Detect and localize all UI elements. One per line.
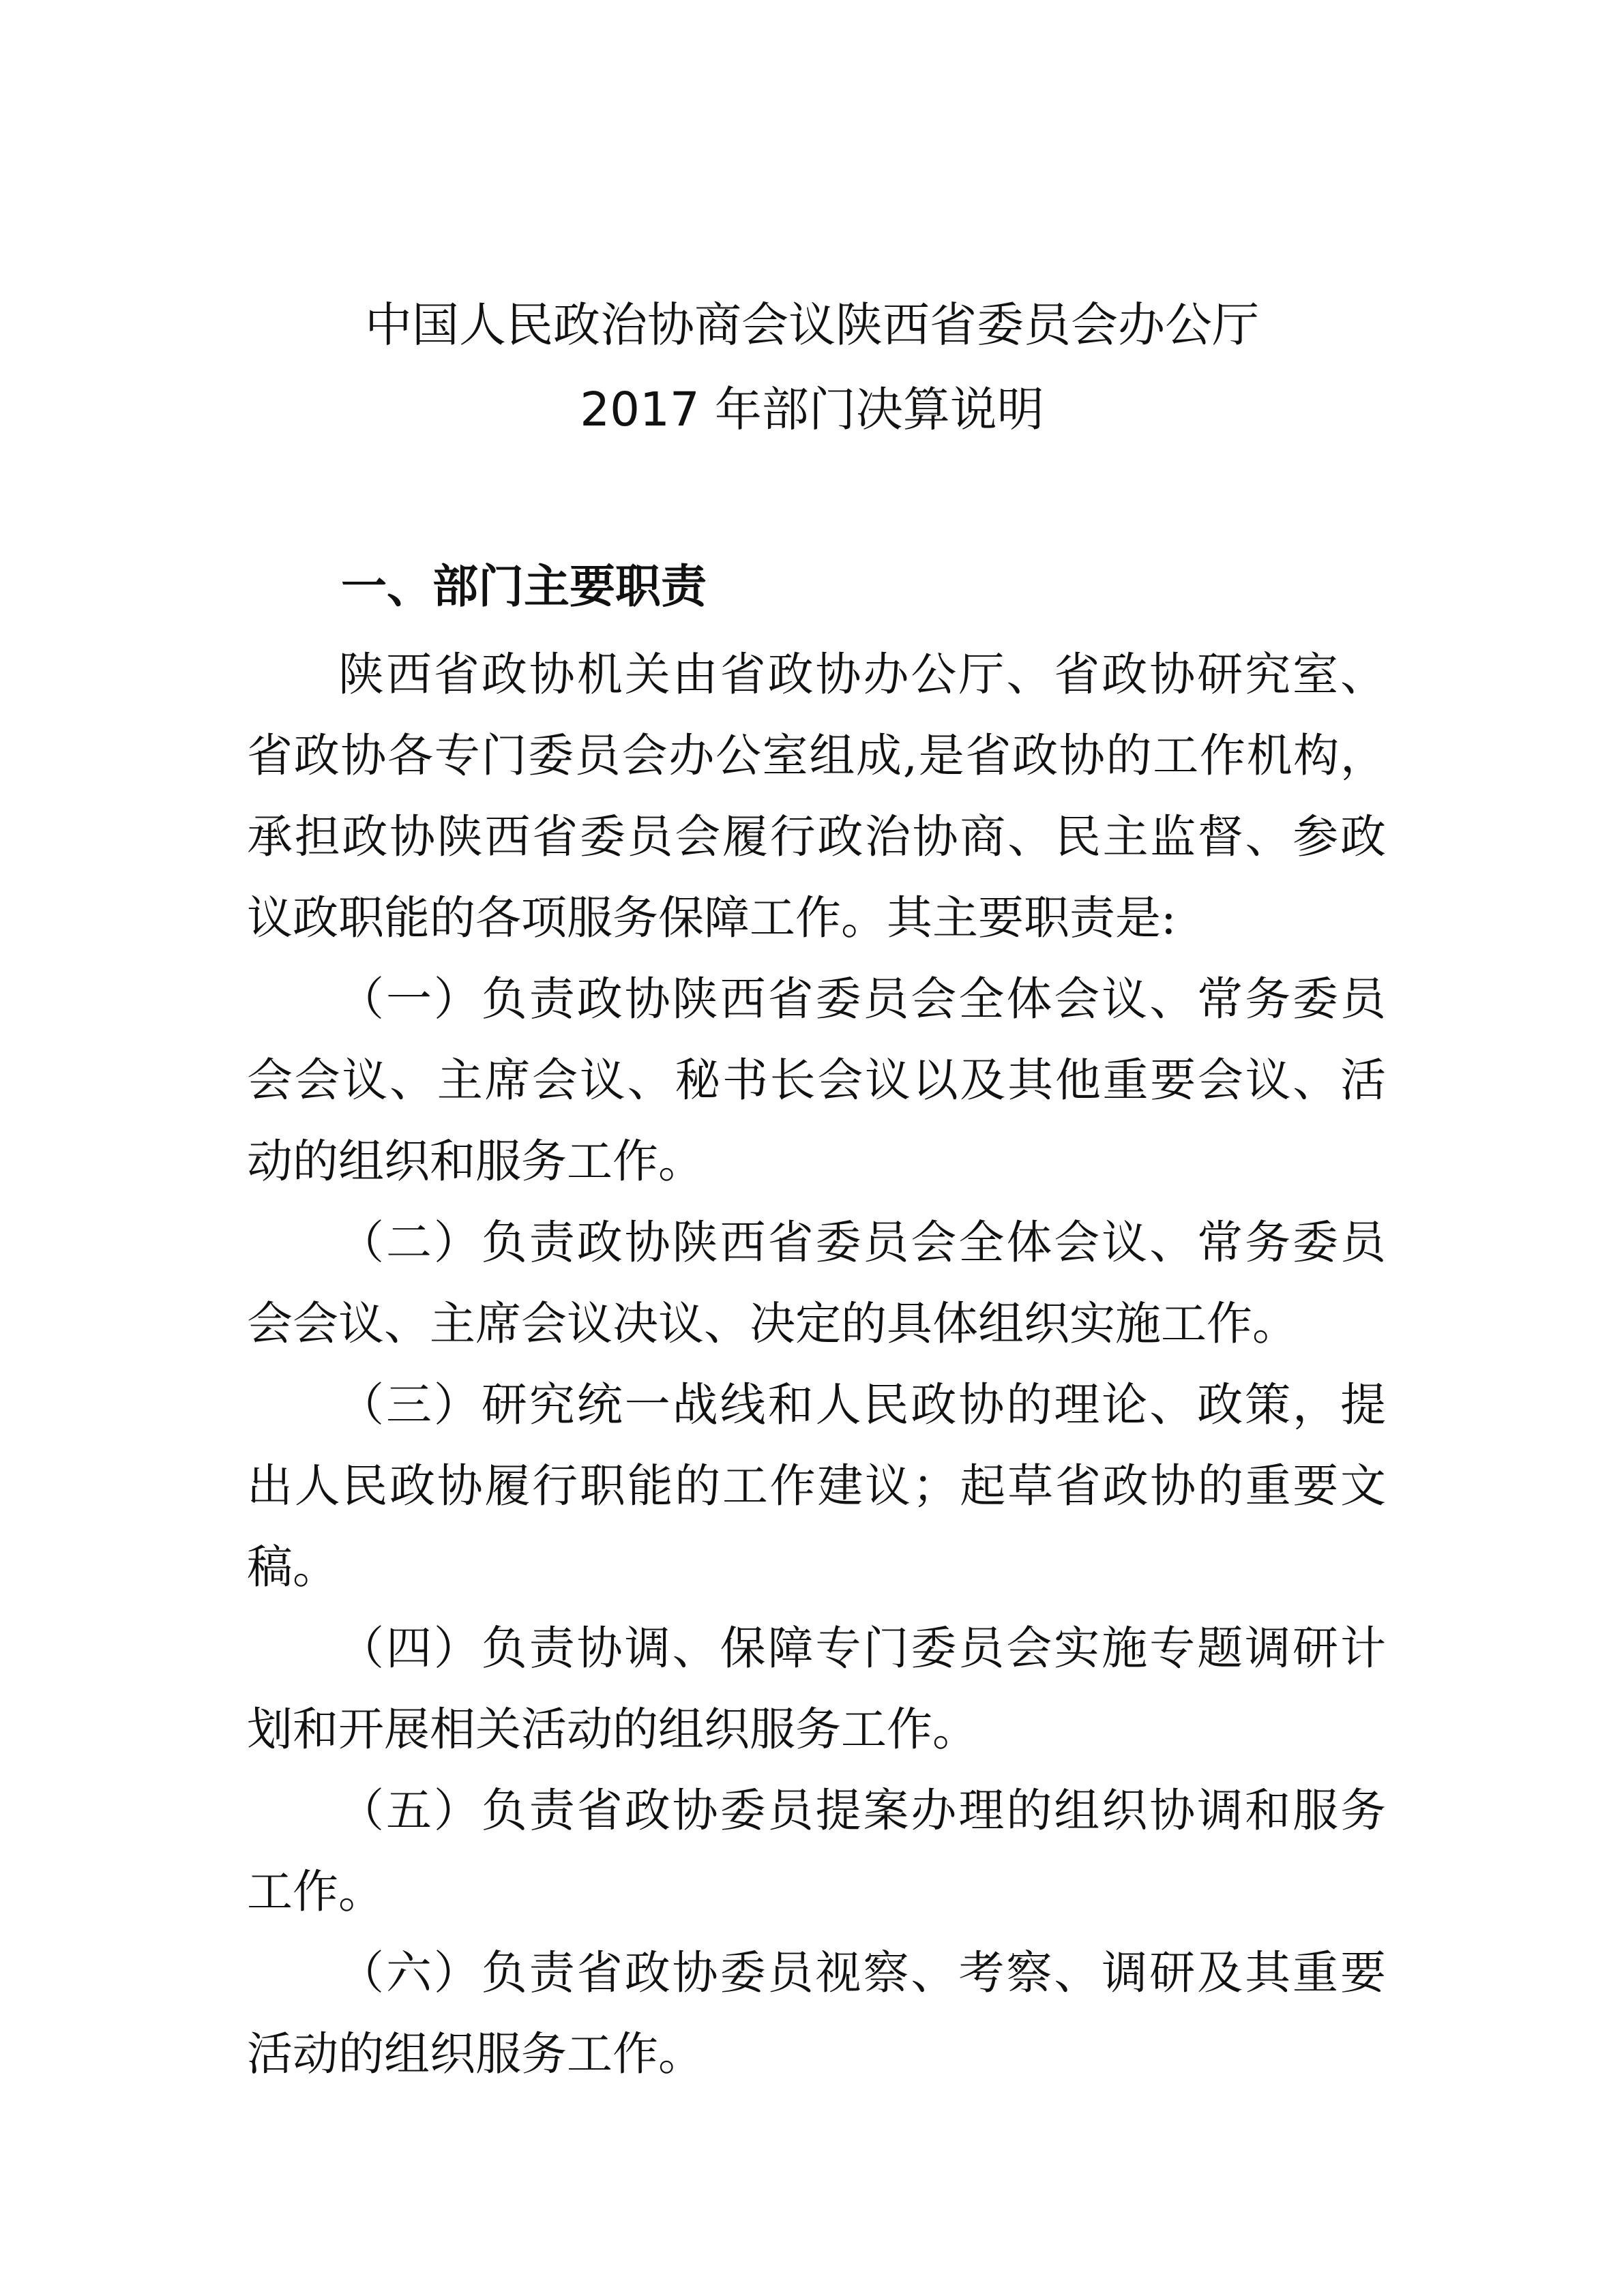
duty-item-2: （二）负责政协陕西省委员会全体会议、常务委员会会议、主席会议决议、决定的具体组织实施工作。 — [247, 1216, 1386, 1350]
duty-item-3: （三）研究统一战线和人民政协的理论、政策，提出人民政协履行职能的工作建议；起草省政协的重要文稿。 — [247, 1378, 1386, 1594]
document-title-line-2: 2017 年部门决算说明 — [580, 383, 1044, 437]
intro-paragraph: 陕西省政协机关由省政协办公厅、省政协研究室、省政协各专门委员会办公室组成,是省政协的工作机构，承担政协陕西省委员会履行政治协商、民主监督、参政议政职能的各项服务保障工作。其主要职责是: — [247, 648, 1386, 944]
duty-item-4: （四）负责协调、保障专门委员会实施专题调研计划和开展相关活动的组织服务工作。 — [247, 1622, 1386, 1756]
duty-item-5: （五）负责省政协委员提案办理的组织协调和服务工作。 — [247, 1784, 1386, 1918]
section-body — [247, 634, 1386, 2095]
duty-item-1: （一）负责政协陕西省委员会全体会议、常务委员会会议、主席会议、秘书长会议以及其他重要会议、活动的组织和服务工作。 — [247, 972, 1386, 1188]
section-heading: 一、部门主要职责 — [341, 560, 707, 613]
document-title-line-1: 中国人民政治协商会议陕西省委员会办公厅 — [365, 298, 1259, 353]
duty-item-6: （六）负责省政协委员视察、考察、调研及其重要活动的组织服务工作。 — [247, 1946, 1386, 2081]
